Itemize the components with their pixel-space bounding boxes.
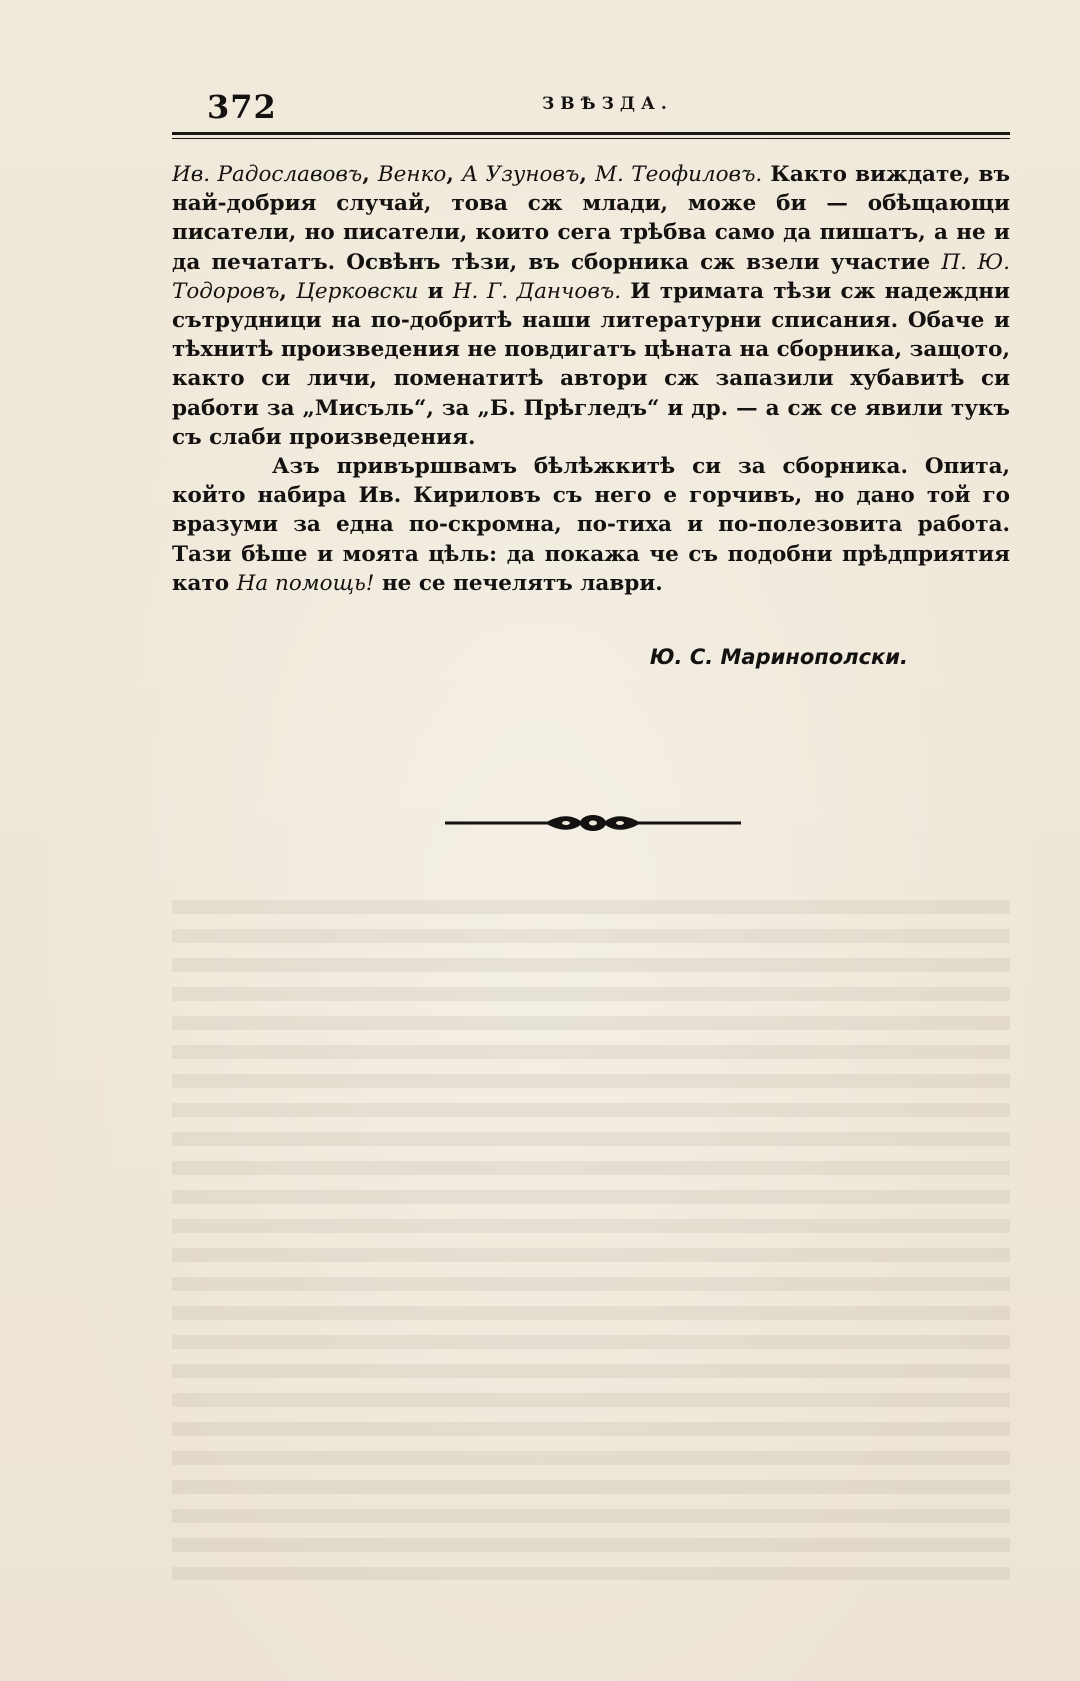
text-run: ,	[362, 162, 378, 187]
text-run: ,	[279, 278, 297, 304]
paragraph-1	[172, 160, 1010, 452]
book-title: На помощь!	[236, 570, 375, 596]
author-name: Ив. Радославовъ	[172, 162, 363, 187]
text-run: не се печелятъ лаври.	[374, 570, 663, 596]
author-name: А Узуновъ	[461, 162, 580, 187]
paragraph-2	[172, 452, 1010, 598]
author-name: Церковски	[296, 278, 419, 304]
running-title: ЗВѢЗДА.	[542, 94, 673, 114]
page-header	[172, 88, 1010, 128]
text-run: и	[418, 278, 453, 304]
page-number: 372	[207, 88, 277, 126]
text-run: Както виждате, въ най-добрия случай, това сж млади, може би — обѣщающи писатели, но писатели, които сега трѣбва само да пишатъ, а не и да печататъ. Освѣнъ тѣзи, въ сборника сж взели участие	[172, 162, 1010, 275]
author-name: П. Ю. Тодоровъ	[172, 249, 1010, 304]
bleed-through-texture	[172, 900, 1010, 1580]
text-run: ,	[579, 162, 595, 187]
author-signature: Ю. С. Маринополски.	[649, 645, 908, 669]
text-run: Азъ привършвамъ бѣлѣжкитѣ си за сборника. Опита, който набира Ив. Кириловъ съ него е горчивъ, но дано той го вразуми за една по-скромна, по-тиха и по-полезовита работа. Тази бѣше и моята цѣль: да покажа че съ подобни прѣдприятия като	[172, 454, 1010, 596]
author-name: Н. Г. Данчовъ.	[452, 278, 622, 304]
author-name: М. Теофиловъ.	[594, 162, 763, 187]
text-run: ,	[446, 162, 462, 187]
header-rule-thin	[172, 138, 1010, 139]
ornament-divider-icon	[445, 810, 741, 836]
article-body	[172, 160, 1010, 598]
author-name: Венко	[377, 162, 447, 187]
text-run: И тримата тѣзи сж надеждни сътрудници на по-добритѣ наши литературни списания. Обаче и тѣхнитѣ произведения не повдигатъ цѣната на сборника, защото, както си личи, поменатитѣ автори сж запазили хубавитѣ си работи за „Мисъль“, за „Б. Прѣгледъ“ и др. — а сж се явили тукъ съ слаби произведения.	[172, 278, 1010, 450]
header-rule-thick	[172, 132, 1010, 135]
